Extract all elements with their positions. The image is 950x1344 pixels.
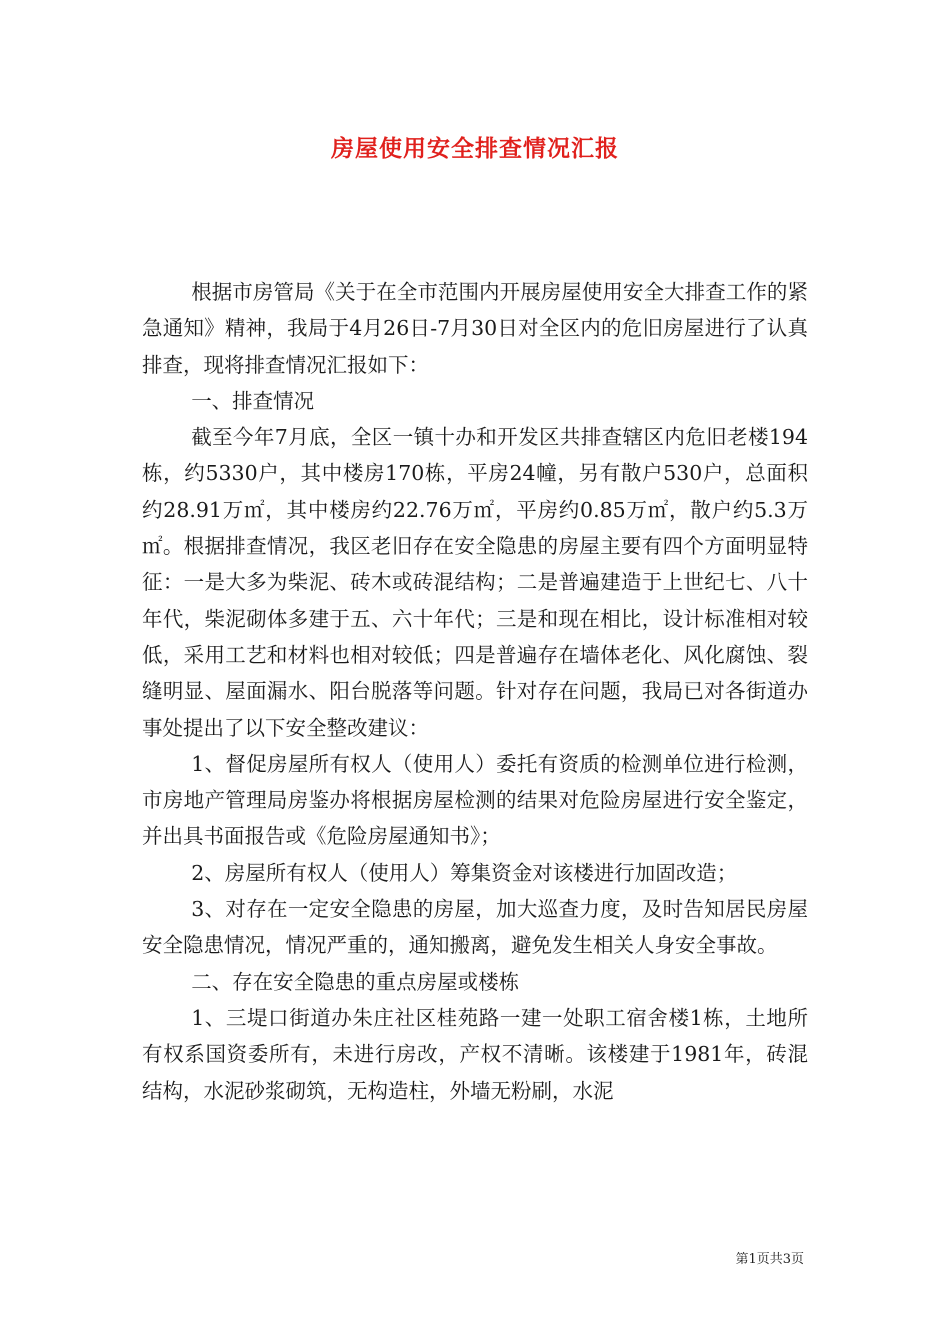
document-title: 房屋使用安全排查情况汇报 — [331, 135, 619, 162]
paragraph-suggestion-1: 1、督促房屋所有权人（使用人）委托有资质的检测单位进行检测，市房地产管理局房鉴办将根据房屋检测的结果对危险房屋进行安全鉴定，并出具书面报告或《危险房屋通知书》； — [142, 751, 808, 849]
section-heading-1: 一、排查情况 — [191, 388, 315, 413]
paragraph-intro: 根据市房管局《关于在全市范围内开展房屋使用安全大排查工作的紧急通知》精神，我局于4月26日-7月30日对全区内的危旧房屋进行了认真排查，现将排查情况汇报如下： — [142, 280, 808, 377]
section-heading-2: 二、存在安全隐患的重点房屋或楼栋 — [191, 969, 520, 994]
paragraph-survey-results: 截至今年7月底，全区一镇十办和开发区共排查辖区内危旧老楼194栋，约5330户，其中楼房170栋，平房24幢，另有散户530户，总面积约28.91万㎡，其中楼房约22.76万㎡，平房约0.85万㎡，散户约5.3万㎡。根据排查情况，我区老旧存在安全隐患的房屋主要有四个方面明显特征：一是大多为柴泥、砖木或砖混结构；二是普遍建造于上世纪七、八十年代，柴泥砌体多建于五、六十年代；三是和现在相比，设计标准相对较低，采用工艺和材料也相对较低；四是普遍存在墙体老化、风化腐蚀、裂缝明显、屋面漏水、阳台脱落等问题。针对存在问题，我局已对各街道办事处提出了以下安全整改建议： — [142, 425, 808, 740]
paragraph-suggestion-3: 3、对存在一定安全隐患的房屋，加大巡查力度，及时告知居民房屋安全隐患情况，情况严重的，通知搬离，避免发生相关人身安全事故。 — [142, 897, 808, 958]
document-body — [142, 274, 808, 1109]
page-number: 第1页共3页 — [735, 1252, 804, 1267]
paragraph-key-building-1: 1、三堤口街道办朱庄社区桂苑路一建一处职工宿舍楼1栋，土地所有权系国资委所有，未进行房改，产权不清晰。该楼建于1981年，砖混结构，水泥砂浆砌筑，无构造柱，外墙无粉刷，水泥 — [142, 1005, 808, 1103]
paragraph-suggestion-2: 2、房屋所有权人（使用人）筹集资金对该楼进行加固改造； — [191, 860, 738, 885]
